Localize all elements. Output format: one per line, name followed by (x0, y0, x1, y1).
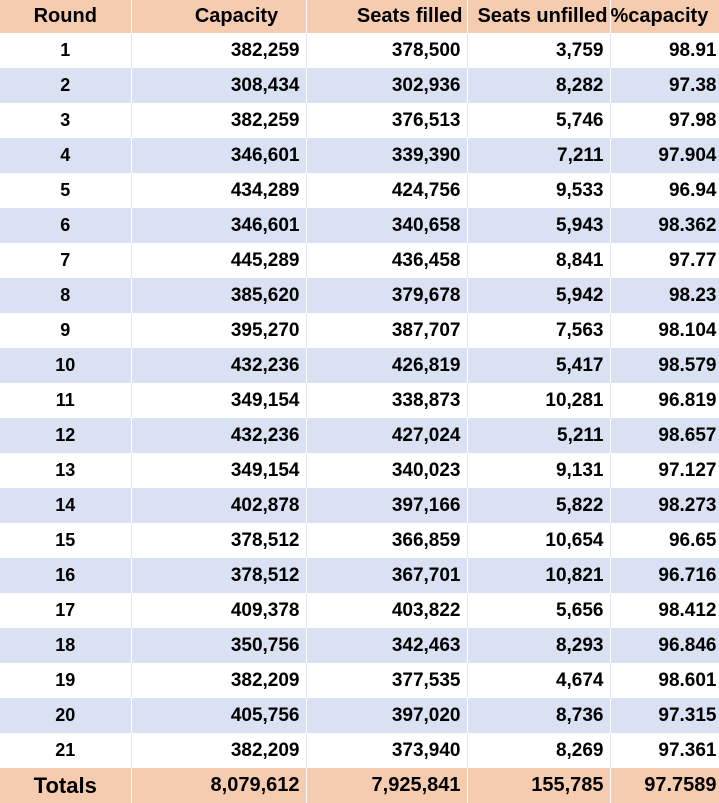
cell-seats-filled: 427,024 (306, 418, 467, 453)
cell-seats-unfilled: 5,746 (467, 103, 610, 138)
header-pct-capacity: %capacity (610, 0, 719, 33)
cell-seats-unfilled: 8,269 (467, 733, 610, 768)
table-row (0, 593, 719, 628)
table-row (0, 558, 719, 593)
cell-pct-capacity: 96.94 (610, 173, 719, 208)
table-row (0, 33, 719, 68)
cell-pct-capacity: 96.846 (610, 628, 719, 663)
cell-seats-filled: 424,756 (306, 173, 467, 208)
table-row (0, 628, 719, 663)
cell-pct-capacity: 97.38 (610, 68, 719, 103)
cell-seats-unfilled: 10,654 (467, 523, 610, 558)
cell-pct-capacity: 98.104 (610, 313, 719, 348)
cell-capacity: 382,259 (131, 33, 306, 68)
cell-capacity: 346,601 (131, 208, 306, 243)
table-row (0, 523, 719, 558)
cell-seats-filled: 377,535 (306, 663, 467, 698)
table-row (0, 698, 719, 733)
cell-seats-filled: 342,463 (306, 628, 467, 663)
cell-seats-filled: 373,940 (306, 733, 467, 768)
totals-seats-unfilled: 155,785 (467, 768, 610, 803)
cell-round: 15 (0, 523, 131, 558)
cell-capacity: 346,601 (131, 138, 306, 173)
table-row (0, 453, 719, 488)
cell-seats-unfilled: 9,533 (467, 173, 610, 208)
cell-pct-capacity: 98.273 (610, 488, 719, 523)
cell-pct-capacity: 97.361 (610, 733, 719, 768)
cell-round: 19 (0, 663, 131, 698)
cell-seats-unfilled: 5,417 (467, 348, 610, 383)
cell-pct-capacity: 98.23 (610, 278, 719, 313)
cell-round: 6 (0, 208, 131, 243)
header-capacity: Capacity (131, 0, 306, 33)
cell-seats-unfilled: 5,943 (467, 208, 610, 243)
header-row (0, 0, 719, 33)
cell-round: 12 (0, 418, 131, 453)
cell-seats-filled: 376,513 (306, 103, 467, 138)
header-seats-filled: Seats filled (306, 0, 467, 33)
totals-label: Totals (0, 768, 131, 803)
table-row (0, 383, 719, 418)
header-round: Round (0, 0, 131, 33)
cell-seats-unfilled: 8,282 (467, 68, 610, 103)
totals-seats-filled: 7,925,841 (306, 768, 467, 803)
cell-capacity: 445,289 (131, 243, 306, 278)
cell-pct-capacity: 97.98 (610, 103, 719, 138)
cell-seats-filled: 403,822 (306, 593, 467, 628)
cell-round: 2 (0, 68, 131, 103)
cell-capacity: 378,512 (131, 558, 306, 593)
table-row (0, 313, 719, 348)
cell-pct-capacity: 96.65 (610, 523, 719, 558)
cell-seats-filled: 387,707 (306, 313, 467, 348)
cell-capacity: 349,154 (131, 383, 306, 418)
table-row (0, 103, 719, 138)
cell-capacity: 349,154 (131, 453, 306, 488)
cell-seats-filled: 339,390 (306, 138, 467, 173)
cell-seats-unfilled: 8,841 (467, 243, 610, 278)
totals-capacity: 8,079,612 (131, 768, 306, 803)
cell-round: 21 (0, 733, 131, 768)
cell-capacity: 409,378 (131, 593, 306, 628)
cell-round: 5 (0, 173, 131, 208)
cell-round: 16 (0, 558, 131, 593)
cell-seats-filled: 340,658 (306, 208, 467, 243)
cell-pct-capacity: 97.315 (610, 698, 719, 733)
table-row (0, 278, 719, 313)
cell-capacity: 378,512 (131, 523, 306, 558)
table-row (0, 348, 719, 383)
cell-seats-unfilled: 10,821 (467, 558, 610, 593)
cell-seats-unfilled: 5,942 (467, 278, 610, 313)
cell-round: 8 (0, 278, 131, 313)
cell-seats-filled: 397,020 (306, 698, 467, 733)
cell-pct-capacity: 98.91 (610, 33, 719, 68)
cell-capacity: 402,878 (131, 488, 306, 523)
cell-seats-filled: 426,819 (306, 348, 467, 383)
cell-capacity: 405,756 (131, 698, 306, 733)
header-seats-unfilled: Seats unfilled (467, 0, 610, 33)
cell-capacity: 350,756 (131, 628, 306, 663)
table-row (0, 733, 719, 768)
cell-round: 11 (0, 383, 131, 418)
cell-round: 9 (0, 313, 131, 348)
cell-seats-unfilled: 9,131 (467, 453, 610, 488)
cell-seats-filled: 340,023 (306, 453, 467, 488)
table-row (0, 138, 719, 173)
cell-seats-unfilled: 5,211 (467, 418, 610, 453)
cell-pct-capacity: 96.716 (610, 558, 719, 593)
cell-round: 14 (0, 488, 131, 523)
cell-capacity: 382,259 (131, 103, 306, 138)
cell-round: 1 (0, 33, 131, 68)
cell-pct-capacity: 98.412 (610, 593, 719, 628)
cell-pct-capacity: 98.362 (610, 208, 719, 243)
table-row (0, 243, 719, 278)
cell-pct-capacity: 98.657 (610, 418, 719, 453)
cell-capacity: 434,289 (131, 173, 306, 208)
cell-pct-capacity: 98.601 (610, 663, 719, 698)
cell-round: 13 (0, 453, 131, 488)
cell-capacity: 395,270 (131, 313, 306, 348)
cell-seats-filled: 397,166 (306, 488, 467, 523)
cell-round: 20 (0, 698, 131, 733)
cell-seats-filled: 378,500 (306, 33, 467, 68)
cell-round: 4 (0, 138, 131, 173)
cell-pct-capacity: 98.579 (610, 348, 719, 383)
table-row (0, 488, 719, 523)
table-row (0, 173, 719, 208)
table-body (0, 33, 719, 768)
cell-seats-unfilled: 3,759 (467, 33, 610, 68)
table-row (0, 663, 719, 698)
cell-seats-filled: 379,678 (306, 278, 467, 313)
cell-pct-capacity: 96.819 (610, 383, 719, 418)
totals-pct-capacity: 97.7589 (610, 768, 719, 803)
cell-seats-filled: 436,458 (306, 243, 467, 278)
cell-pct-capacity: 97.904 (610, 138, 719, 173)
cell-seats-unfilled: 8,293 (467, 628, 610, 663)
cell-round: 17 (0, 593, 131, 628)
cell-round: 18 (0, 628, 131, 663)
table-row (0, 418, 719, 453)
cell-round: 10 (0, 348, 131, 383)
cell-seats-unfilled: 7,563 (467, 313, 610, 348)
cell-seats-filled: 366,859 (306, 523, 467, 558)
cell-capacity: 432,236 (131, 418, 306, 453)
cell-pct-capacity: 97.77 (610, 243, 719, 278)
cell-seats-filled: 338,873 (306, 383, 467, 418)
cell-capacity: 382,209 (131, 663, 306, 698)
cell-seats-filled: 302,936 (306, 68, 467, 103)
table-header (0, 0, 719, 33)
cell-capacity: 382,209 (131, 733, 306, 768)
cell-round: 3 (0, 103, 131, 138)
cell-seats-unfilled: 5,822 (467, 488, 610, 523)
cell-seats-unfilled: 5,656 (467, 593, 610, 628)
cell-seats-unfilled: 4,674 (467, 663, 610, 698)
cell-capacity: 385,620 (131, 278, 306, 313)
cell-capacity: 308,434 (131, 68, 306, 103)
cell-capacity: 432,236 (131, 348, 306, 383)
cell-round: 7 (0, 243, 131, 278)
cell-seats-unfilled: 8,736 (467, 698, 610, 733)
cell-seats-filled: 367,701 (306, 558, 467, 593)
table-row (0, 208, 719, 243)
cell-seats-unfilled: 10,281 (467, 383, 610, 418)
table-row (0, 68, 719, 103)
cell-seats-unfilled: 7,211 (467, 138, 610, 173)
cell-pct-capacity: 97.127 (610, 453, 719, 488)
